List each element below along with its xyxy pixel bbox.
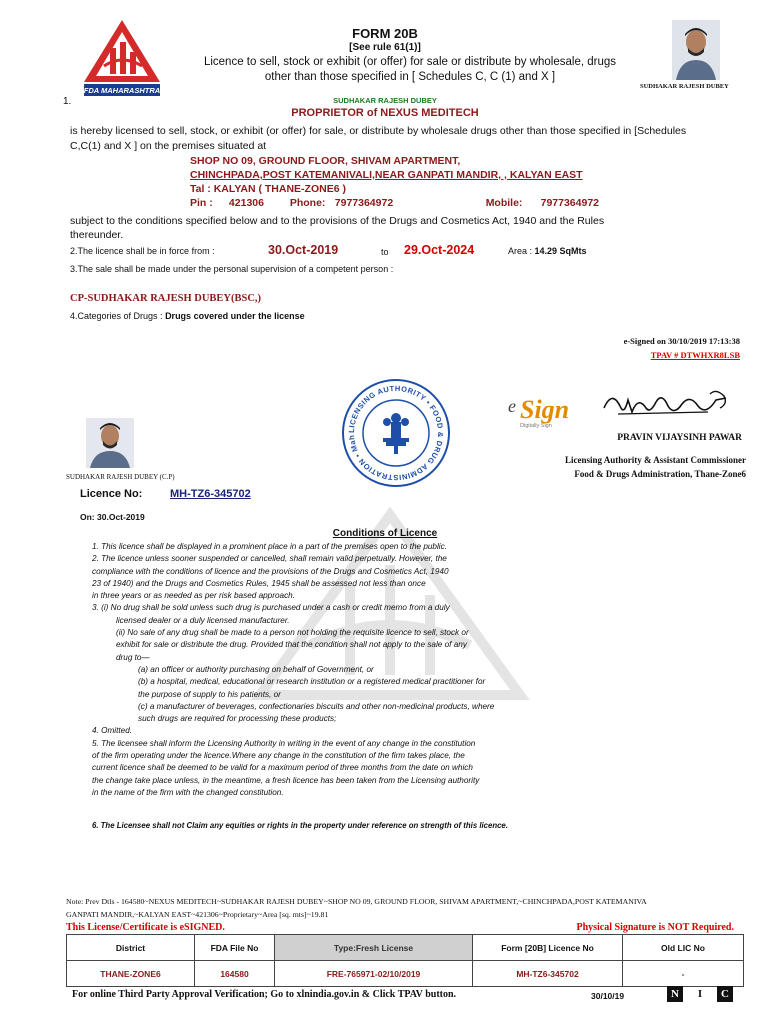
condition-line: 4. Omitted. <box>92 726 133 736</box>
phone-value: 7977364972 <box>334 197 394 209</box>
photo-name-top: SUDHAKAR RAJESH DUBEY <box>640 83 729 90</box>
mobile-value: 7977364972 <box>540 197 600 209</box>
condition-line: in three years or as needed as per risk based approach. <box>92 591 295 601</box>
address-line-3: Tal : KALYAN ( THANE-ZONE6 ) <box>190 183 346 195</box>
table-cell: FRE-765971-02/10/2019 <box>275 961 473 987</box>
area-label: Area : <box>508 246 533 256</box>
nic-logo-c: C <box>717 986 733 1002</box>
contact-row <box>190 196 599 210</box>
condition-line: 5. The licensee shall inform the Licensing Authority in writing in the event of any change in the constitution <box>92 738 476 748</box>
address-line-1: SHOP NO 09, GROUND FLOOR, SHIVAM APARTMENT, <box>190 155 461 167</box>
area-field <box>508 246 587 256</box>
table-header: FDA File No <box>195 935 275 961</box>
licence-grant-paragraph: is hereby licensed to sell, stock, or exhibit (or offer) for sale, or distribute by wholesale drugs other than those specified in [Schedules C,C(1) and X ] on the premises situated at <box>70 125 687 152</box>
esigned-statement: This License/Certificate is eSIGNED. <box>66 922 225 933</box>
condition-line: current licence shall be deemed to be valid for a maximum period of three months from the date on which <box>92 763 473 773</box>
competent-person: CP-SUDHAKAR RAJESH DUBEY(BSC,) <box>70 293 262 304</box>
force-label: 2.The licence shall be in force from : <box>70 246 215 256</box>
handwritten-signature <box>598 386 738 426</box>
licence-date <box>80 512 145 522</box>
table-row <box>67 961 744 987</box>
table-header: Form [20B] Licence No <box>473 935 623 961</box>
condition-line: 1. This licence shall be displayed in a prominent place in a part of the premises open to the public. <box>92 542 447 551</box>
rule-reference: [See rule 61(1)] <box>349 42 421 53</box>
competent-person-caption: SUDHAKAR RAJESH DUBEY (C.P) <box>66 473 175 481</box>
on-label: On: <box>80 512 95 522</box>
tpav-code[interactable]: TPAV # DTWHXR8LSB <box>650 350 740 360</box>
fda-seal <box>339 378 453 488</box>
esigned-label: e-Signed on <box>623 336 666 346</box>
condition-line: compliance with the conditions of licence and the provisions of the Drugs and Cosmetics Act, 1940 <box>92 566 449 576</box>
mobile-label: Mobile: <box>485 197 523 209</box>
pin-value: 421306 <box>228 197 264 209</box>
condition-line: 2. The licence unless sooner suspended or cancelled, shall remain valid perpetually. However, the <box>92 554 447 564</box>
table-cell: MH-TZ6-345702 <box>473 961 623 987</box>
condition-line: 3. (i) No drug shall be sold unless such drug is purchased under a cash or credit memo from a duly <box>92 603 450 613</box>
condition-line: the purpose of supply to his patients, or <box>138 689 281 699</box>
esign-tagline: Digitally Sign <box>520 423 552 429</box>
to-word: to <box>381 247 389 257</box>
valid-from-date: 30.Oct-2019 <box>268 243 339 257</box>
categories-label: 4.Categories of Drugs : <box>70 311 163 321</box>
signer-name: PRAVIN VIJAYSINH PAWAR <box>617 433 742 443</box>
phone-label: Phone: <box>289 197 326 209</box>
table-header: Type:Fresh License <box>275 935 473 961</box>
licence-number: MH-TZ6-345702 <box>170 488 251 500</box>
previous-details-note <box>66 895 766 921</box>
conditions-title: Conditions of Licence <box>332 528 438 539</box>
condition-line: 23 of 1940) and the Drugs and Cosmetics Rules, 1945 shall be assessed not less than once <box>92 578 426 588</box>
valid-to-date: 29.Oct-2024 <box>404 243 475 257</box>
applicant-photo-top <box>672 20 720 80</box>
table-cell: 164580 <box>195 961 275 987</box>
licence-description: Licence to sell, stock or exhibit (or offer) for sale or distribute by wholesale, drugs other than those specified in [ Schedules C, C (1) and X ] <box>203 56 617 83</box>
conditions-list <box>92 541 572 799</box>
condition-line: drug to— <box>116 652 150 662</box>
condition-line: (c) a manufacturer of beverages, confectionaries biscuits and other non-medicinal products, where <box>138 701 495 711</box>
verification-instructions: For online Third Party Approval Verification; Go to xlnindia.gov.in & Click TPAV button. <box>72 989 457 1000</box>
licence-number-label: Licence No: <box>80 488 143 500</box>
logo-caption: FDA MAHARASHTRA <box>83 86 161 95</box>
conditions-paragraph: subject to the conditions specified below and to the provisions of the Drugs and Cosmetics Act, 1940 and the Rules thereunder. <box>70 215 605 241</box>
footer-date: 30/10/19 <box>591 991 625 1001</box>
premises-address <box>190 154 599 210</box>
pin-label: Pin : <box>190 197 213 209</box>
on-date: 30.Oct-2019 <box>97 512 145 522</box>
condition-line: licensed dealer or a duly licensed manufacturer. <box>116 615 290 625</box>
condition-line: in the name of the firm with the changed constitution. <box>92 787 284 797</box>
note-line-1: Note: Prev Dtls - 164580~NEXUS MEDITECH~SUDHAKAR RAJESH DUBEY~SHOP NO 09, GROUND FLOOR, SHIVAM APARTMENT,~CHINCHPADA,POST KATEMANIVA <box>66 897 647 906</box>
seal-text: LICENSING AUTHORITY • FOOD & DRUG ADMINISTRATION • Mah <box>346 383 446 483</box>
licence-summary-table <box>66 934 744 987</box>
condition-line: (b) a hospital, medical, educational or research institution or a registered medical practitioner for <box>138 677 486 687</box>
drug-categories <box>70 311 305 321</box>
condition-line: of the firm operating under the licence.Where any change in the constitution of the firm takes place, the <box>92 751 465 761</box>
esigned-timestamp <box>560 336 740 346</box>
condition-line: exhibit for sale or distribute the drug. Provided that the condition shall not apply to the sale of any <box>116 640 467 650</box>
address-line-2: CHINCHPADA,POST KATEMANIVALI,NEAR GANPATI MANDIR, , KALYAN EAST <box>190 169 583 181</box>
table-header: Old LIC No <box>623 935 744 961</box>
esign-prefix: e <box>508 396 516 416</box>
condition-line: (a) an officer or authority purchasing on behalf of Government, or <box>138 664 374 674</box>
esign-logo <box>506 392 596 430</box>
table-cell: - <box>623 961 744 987</box>
form-title: FORM 20B <box>352 26 418 41</box>
esigned-time: 30/10/2019 17:13:38 <box>667 336 740 346</box>
condition-line: the change take place unless, in the meantime, a fresh licence has been taken from the Licensing authority <box>92 775 480 785</box>
categories-value: Drugs covered under the license <box>165 311 305 321</box>
table-header-row <box>67 935 744 961</box>
competent-person-photo <box>86 418 134 468</box>
item-number: 1. <box>63 96 72 107</box>
table-header: District <box>67 935 195 961</box>
condition-line: (ii) No sale of any drug shall be made to a person not holding the requisite licence to sell, stock or <box>116 628 469 638</box>
note-line-2: GANPATI MANDIR,~KALYAN EAST~421306~Proprietary~Area [sq. mts]~19.81 <box>66 910 329 919</box>
nic-logo-i: I <box>697 988 703 1000</box>
authority-office: Food & Drugs Administration, Thane-Zone6 <box>574 469 746 479</box>
proprietor-line: PROPRIETOR of NEXUS MEDITECH <box>291 107 479 119</box>
applicant-name: SUDHAKAR RAJESH DUBEY <box>333 96 437 105</box>
supervision-paragraph: 3.The sale shall be made under the personal supervision of a competent person : <box>70 264 394 274</box>
physical-signature-statement: Physical Signature is NOT Required. <box>576 922 734 933</box>
condition-6: 6. The Licensee shall not Claim any equities or rights in the property under reference on strength of this licence. <box>92 821 508 830</box>
esign-word: Sign <box>520 395 570 424</box>
nic-logo-n: N <box>667 986 683 1002</box>
authority-title: Licensing Authority & Assistant Commissioner <box>564 455 746 465</box>
area-value: 14.29 SqMts <box>534 246 587 256</box>
condition-line: such drugs are required for processing these products; <box>138 714 337 724</box>
table-cell: THANE-ZONE6 <box>67 961 195 987</box>
